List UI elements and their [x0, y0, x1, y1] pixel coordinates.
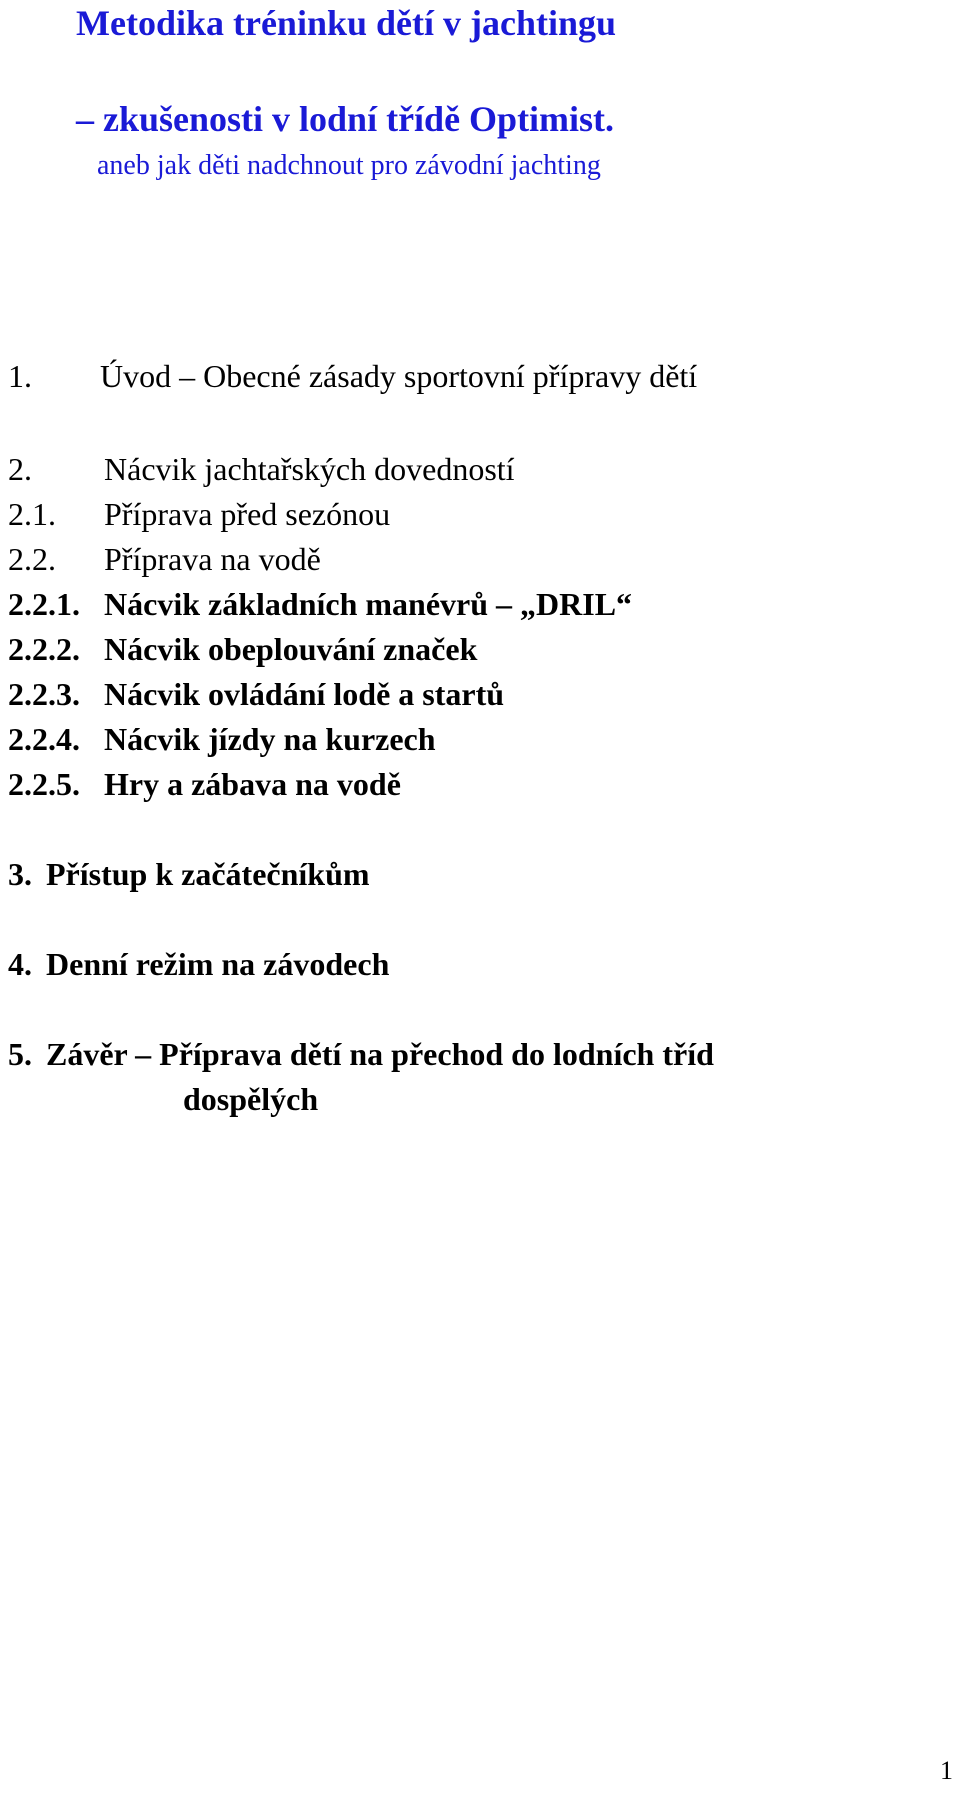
toc-item-text: Nácvik jachtařských dovedností — [104, 451, 515, 487]
toc-item-2-1 — [8, 498, 948, 538]
toc-item-text: Příprava před sezónou — [104, 496, 391, 532]
toc-item-number: 2.1. — [8, 496, 56, 532]
toc-item-number: 2.2.2. — [8, 631, 80, 667]
toc-item-text: dospělých — [183, 1081, 319, 1117]
page-number: 1 — [940, 1756, 953, 1785]
document-subtitle: aneb jak děti nadchnout pro závodní jachting — [97, 150, 601, 181]
toc-item-text: Úvod – Obecné zásady sportovní přípravy dětí — [100, 358, 698, 394]
toc-item-number: 2.2.5. — [8, 766, 80, 802]
toc-item-number: 2.2.1. — [8, 586, 80, 622]
toc-item-number: 2.2.4. — [8, 721, 80, 757]
toc-item-number: 4. — [8, 946, 32, 982]
toc-item-number: 2.2. — [8, 541, 56, 577]
toc-item-5-continuation — [8, 1083, 948, 1123]
toc-item-text: Nácvik ovládání lodě a startů — [104, 676, 505, 712]
toc-item-text: Příprava na vodě — [104, 541, 321, 577]
toc-item-text: Nácvik základních manévrů – „DRIL“ — [104, 586, 633, 622]
toc-item-2-2-1 — [8, 588, 948, 628]
toc-item-number: 1. — [8, 358, 32, 394]
toc-item-2 — [8, 453, 948, 493]
toc-item-2-2-3 — [8, 678, 948, 718]
toc-item-text: Přístup k začátečníkům — [46, 856, 370, 892]
toc-item-5 — [8, 1038, 948, 1078]
toc-item-1 — [8, 360, 948, 400]
toc-item-text: Závěr – Příprava dětí na přechod do lodních tříd — [46, 1036, 714, 1072]
document-title: Metodika tréninku dětí v jachtingu — [76, 3, 617, 43]
toc-item-2-2-4 — [8, 723, 948, 763]
toc-item-text: Nácvik obeplouvání značek — [104, 631, 478, 667]
toc-item-3 — [8, 858, 948, 898]
toc-item-text: Denní režim na závodech — [46, 946, 390, 982]
toc-item-4 — [8, 948, 948, 988]
toc-item-number: 2. — [8, 451, 32, 487]
toc-item-2-2-5 — [8, 768, 948, 808]
toc-item-2-2-2 — [8, 633, 948, 673]
toc-item-text: Nácvik jízdy na kurzech — [104, 721, 436, 757]
toc-item-number: 2.2.3. — [8, 676, 80, 712]
toc-item-number: 3. — [8, 856, 32, 892]
toc-item-number: 5. — [8, 1036, 32, 1072]
toc-item-text: Hry a zábava na vodě — [104, 766, 401, 802]
toc-item-2-2 — [8, 543, 948, 583]
document-title-line-2: – zkušenosti v lodní třídě Optimist. — [76, 99, 615, 139]
